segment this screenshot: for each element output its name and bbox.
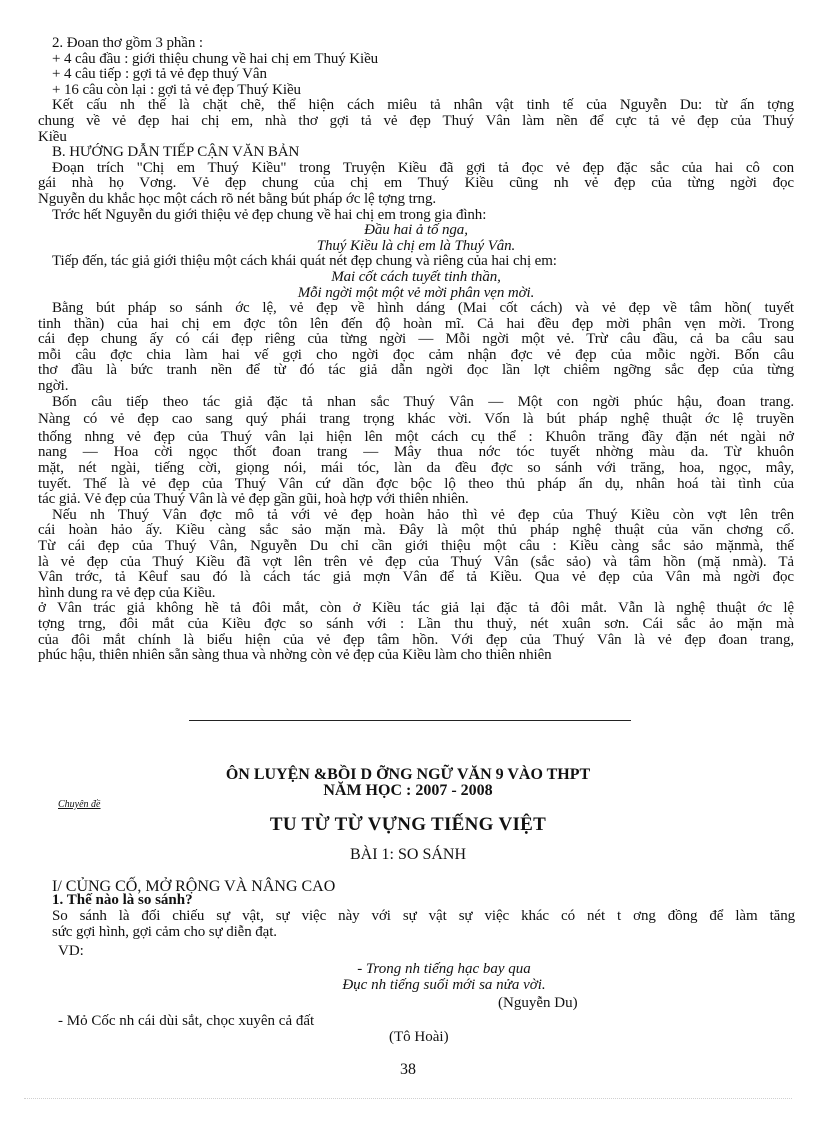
body-text-line: Bốn câu tiếp theo tác giả đặc tả nhan sắc Thuý Vân — Một con ngời phúc hậu, đoan trang. — [52, 393, 794, 410]
topic-title: TU TỪ TỪ VỰNG TIẾNG VIỆT — [269, 814, 547, 835]
quoted-verse-line: Đầu hai ả tố nga, — [364, 222, 468, 239]
body-text-line: tuyết. Thế là vẻ đẹp của Thuý Vân cứ dần đợc bộc lộ theo thủ pháp ẩn dụ, nhân hoá tài tình của — [38, 475, 794, 492]
body-text-line: tợng trng, đôi mắt của Kiều đợc so sánh với : Lần thu thuỷ, nét xuân sơn. Cái sắc ảo mặn mà — [38, 615, 794, 632]
body-text-line: Trớc hết Nguyễn du giới thiệu vẻ đẹp chung về hai chị em trong gia đình: — [52, 206, 487, 223]
body-text-line: cái đẹp chung ấy có cái đẹp riêng của từng ngời — Mỗi ngời một vẻ. Trừ câu đầu, cả ba câu sau — [38, 331, 794, 348]
body-text-line: Nàng có vẻ đẹp cao sang quý phái trang trọng khác vời. Vốn là bút pháp nghệ thuật ớc lệ truyền — [38, 411, 794, 428]
body-text-line: Kết cấu nh thế là chặt chẽ, thể hiện cách miêu tả nhân vật tinh tế của Nguyễn Du: từ ấn tợng — [52, 97, 794, 114]
definition-line: sức gợi hình, gợi cảm cho sự diễn đạt. — [52, 923, 277, 940]
body-text-line: thơ đầu là bức tranh nền để từ đó tác giả dẫn ngời đọc lần lợt chiêm ngỡng sắc đẹp của từng — [38, 362, 794, 379]
chuyen-de-label: Chuyên đề — [58, 799, 101, 810]
example-sentence: - Mỏ Cốc nh cái dùi sắt, chọc xuyên cả đất — [58, 1013, 315, 1029]
body-text-line: Vân trớc, tả Kêuf sau đó là cách tác giả mợn Vân để tả Kiều. Qua vẻ đẹp của Vân mà ngời đọc — [38, 569, 794, 586]
quoted-verse-line: Mai cốt cách tuyết tinh thần, — [331, 268, 501, 285]
body-text-line: Đoạn trích "Chị em Thuý Kiều" trong Truyện Kiều đã gợi tả đọc vẻ đẹp đặc sắc của hai cô con — [52, 159, 794, 176]
body-text-line: + 4 câu tiếp : gợi tả vẻ đẹp thuý Vân — [52, 66, 267, 83]
body-text-line: Kiều — [38, 128, 67, 145]
example-author: (Tô Hoài) — [389, 1029, 449, 1045]
body-text-line: hình dung ra vẻ đẹp của Kiều. — [38, 584, 216, 601]
subsection-title: 1. Thế nào là so sánh? — [52, 892, 193, 908]
body-text-line: Bằng bút pháp so sánh ớc lệ, vẻ đẹp về hình dáng (Mai cốt cách) và vẻ đẹp về tâm hồn( tuyết — [52, 300, 794, 317]
section-title: I/ CỦNG CỐ, MỞ RỘNG VÀ NÂNG CAO — [52, 878, 336, 895]
body-text-line: ngời. — [38, 378, 69, 395]
body-text-line: Nếu nh Thuý Vân đợc mô tả với vẻ đẹp hoàn hảo thì vẻ đẹp của Thuý Kiều còn vợt lên trên — [52, 506, 794, 523]
quoted-verse-line: Thuý Kiều là chị em là Thuý Vân. — [316, 237, 516, 254]
body-text-line: thống nhng vẻ đẹp của Thuý vân lại hiện lên một cách cụ thể : Khuôn trăng đầy đặn nét ngài nở — [38, 428, 794, 445]
body-text-line: Tiếp đến, tác giả giới thiệu một cách khái quát nét đẹp chung và riêng của hai chị em: — [52, 253, 557, 270]
body-text-line: Nguyễn du khắc học một cách rõ nét bằng bút pháp ớc lệ tợng trng. — [38, 190, 437, 207]
heading-course-title: ÔN LUYỆN &BỒI D ỠNG NGỮ VĂN 9 VÀO THPT — [225, 766, 591, 783]
poem-line: - Trong nh tiếng hạc bay qua — [357, 961, 531, 977]
body-text-line: chung về vẻ đẹp hai chị em, nhà thơ gợi tả vẻ đẹp Thuý Vân làm nền để cực tả vẻ đẹp của Thuý — [38, 112, 794, 129]
definition-paragraph — [52, 909, 795, 940]
poem-line: Đục nh tiếng suối mới sa nửa vời. — [342, 977, 546, 993]
body-text-line: + 16 câu còn lại : gợi tả vẻ đẹp Thuý Kiều — [52, 81, 301, 98]
main-text-block — [38, 36, 794, 664]
lesson-title: BÀI 1: SO SÁNH — [349, 846, 466, 863]
body-text-line: gái nhà họ Vơng. Vẻ đẹp chung của chị em Thuý Kiều cũng nh vẻ đẹp của từng ngời đọc — [38, 175, 794, 192]
poem-author: (Nguyễn Du) — [498, 995, 578, 1011]
page-footer-divider — [24, 1098, 792, 1099]
body-text-line: 2. Đoan thơ gồm 3 phần : — [52, 35, 203, 51]
body-text-line: của đôi mắt chính là biểu hiện của vẻ đẹp tâm hồn. Với đẹp của Thuý Vân là vẻ đẹp đoan trang, — [38, 631, 794, 648]
body-text-line: + 4 câu đầu : giới thiệu chung về hai chị em Thuý Kiều — [52, 50, 379, 67]
body-text-line: mỗi câu đợc chia làm hai vế gợi cho ngời đọc cảm nhận đợc vẻ đẹp của mỗic ngời. Bốn câu — [38, 346, 794, 363]
body-text-line: phúc hậu, thiên nhiên sẵn sàng thua và nhờng còn vẻ đẹp của Kiều làm cho thiên nhiên — [38, 647, 552, 664]
body-text-line: tinh thần) của hai chị em đợc tôn lên đến độ hoàn mĩ. Cả hai đều đẹp mời phân vẹn mời. Trong — [38, 315, 794, 332]
body-text-line: mặt, nét ngài, tiếng cời, giọng nói, mái tóc, làn da đều đợc so sánh với trăng, hoa, ngọc, mây, — [38, 460, 794, 477]
body-text-line: B. HƯỚNG DẪN TIẾP CẬN VĂN BẢN — [52, 144, 300, 161]
separator-line — [189, 720, 631, 721]
example-label: VD: — [58, 943, 84, 959]
page-number: 38 — [400, 1061, 416, 1078]
body-text-line: là vẻ đẹp của Thuý Kiều đã vợt lên trên vẻ đẹp của Thuý Vân (sắc sảo) và tâm hồn (mặ nmà). Tả — [38, 553, 794, 570]
body-text-line: Từ cái đẹp của Thuý Vân, Nguyễn Du chỉ cần giới thiệu một câu : Kiều càng sắc sảo mặnmà, thế — [38, 538, 794, 554]
definition-line: So sánh là đối chiếu sự vật, sự việc này với sự vật sự việc khác có nét t ơng đồng để làm tăng — [52, 908, 795, 924]
body-text-line: cái hoàn hảo ấy. Kiều càng sắc sảo mặn mà. Đây là một thủ pháp nghệ thuật của văn chơng cổ. — [38, 522, 794, 539]
body-text-line: nang — Hoa cời ngọc thốt đoan trang — Mây thua nớc tóc tuyết nhờng màu da. Từ khuôn — [38, 444, 794, 461]
quoted-verse-line: Mỗi ngời một một vẻ mời phân vẹn mời. — [297, 284, 535, 301]
heading-school-year: NĂM HỌC : 2007 - 2008 — [323, 782, 493, 799]
body-text-line: ở Vân trác giả không hề tả đôi mắt, còn ở Kiều tác giả lại đặc tả đôi mắt. Vẫn là nghệ thuật ớc lệ — [38, 600, 794, 617]
body-text-line: tác giả. Vẻ đẹp của Thuý Vân là vẻ đẹp gần gũi, hoà hợp với thiên nhiên. — [38, 491, 469, 508]
